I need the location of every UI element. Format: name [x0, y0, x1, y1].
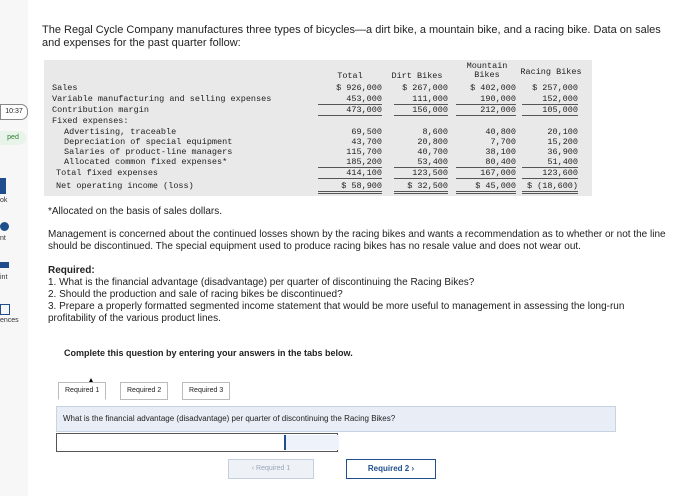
table-row: Net operating income (loss) $ 58,900 $ 32,500 $ 45,000 $ (18,600): [52, 181, 592, 192]
answer-row: [56, 433, 338, 452]
required-item-2: 2. Should the production and sale of racing bikes be discontinued?: [48, 289, 343, 300]
sidebar-dot-icon: [0, 222, 9, 231]
table-row: Total fixed expenses 414,100 123,500 167,000 123,600: [56, 168, 578, 178]
sidebar-item-3[interactable]: int: [0, 274, 8, 281]
answer-input[interactable]: [284, 435, 339, 450]
tab-required-3[interactable]: Required 3: [182, 382, 230, 400]
required-title: Required:: [48, 265, 95, 276]
table-row: Sales $ 926,000 $ 267,000 $ 402,000 $ 257,000: [52, 83, 578, 93]
table-row: Advertising, traceable 69,500 8,600 40,800 20,100: [64, 127, 578, 137]
tab-required-1[interactable]: Required 1: [58, 382, 106, 400]
left-sidebar: [0, 0, 28, 496]
table-row: Variable manufacturing and selling expenses 453,000 111,000 190,000 152,000: [52, 94, 578, 104]
question-text: What is the financial advantage (disadvantage) per quarter of discontinuing the Racing Bikes?: [63, 414, 396, 423]
instruction-text: Complete this question by entering your answers in the tabs below.: [64, 348, 353, 358]
sidebar-item-4[interactable]: ences: [0, 317, 19, 324]
sidebar-marker: [0, 178, 6, 194]
table-row: Depreciation of special equipment 43,700 20,800 7,700 15,200: [64, 137, 578, 147]
header-dirt: Dirt Bikes: [391, 71, 443, 81]
sidebar-book-icon: [0, 304, 10, 315]
table-row: Fixed expenses:: [52, 116, 129, 126]
header-mountain-2: Bikes: [474, 70, 500, 80]
header-total: Total: [337, 71, 363, 81]
tab-required-2[interactable]: Required 2: [120, 382, 168, 400]
table-row: Allocated common fixed expenses* 185,200 53,400 80,400 51,400: [64, 157, 578, 167]
prev-button[interactable]: ‹ Required 1: [228, 459, 314, 479]
sidebar-flag-icon: [0, 262, 9, 268]
footnote: *Allocated on the basis of sales dollars.: [48, 206, 222, 217]
header-mountain-1: Mountain: [466, 61, 508, 71]
intro-text: The Regal Cycle Company manufactures three types of bicycles—a dirt bike, a mountain bike, and a racing bike. Data on sales and expenses for the past quarter follow:: [42, 24, 661, 49]
next-button[interactable]: Required 2 ›: [346, 459, 436, 479]
required-item-1: 1. What is the financial advantage (disadvantage) per quarter of discontinuing the Racing Bikes?: [48, 277, 475, 288]
time-badge: 10:37: [0, 104, 28, 120]
sidebar-item-2[interactable]: nt: [0, 235, 6, 242]
table-row: Contribution margin 473,000 156,000 212,000 105,000: [52, 105, 578, 115]
table-row: Salaries of product-line managers 115,700 40,700 38,100 36,900: [64, 147, 578, 157]
question-bar: [56, 406, 616, 432]
status-badge: ped: [0, 131, 26, 145]
scenario-paragraph: Management is concerned about the continued losses shown by the racing bikes and wants a recommendation as to whether or not the line should be discontinued. The special equipment used to produce racing bikes has no resale value and does not wear out.: [48, 229, 666, 252]
sidebar-item-1[interactable]: ok: [0, 197, 8, 204]
header-racing: Racing Bikes: [520, 67, 582, 77]
required-list: [48, 277, 668, 325]
tab-bar: [58, 382, 614, 398]
financial-table: [44, 60, 592, 196]
required-item-3: 3. Prepare a properly formatted segmented income statement that would be more useful to management in assessing the long-run profitability of the various product lines.: [48, 301, 625, 324]
